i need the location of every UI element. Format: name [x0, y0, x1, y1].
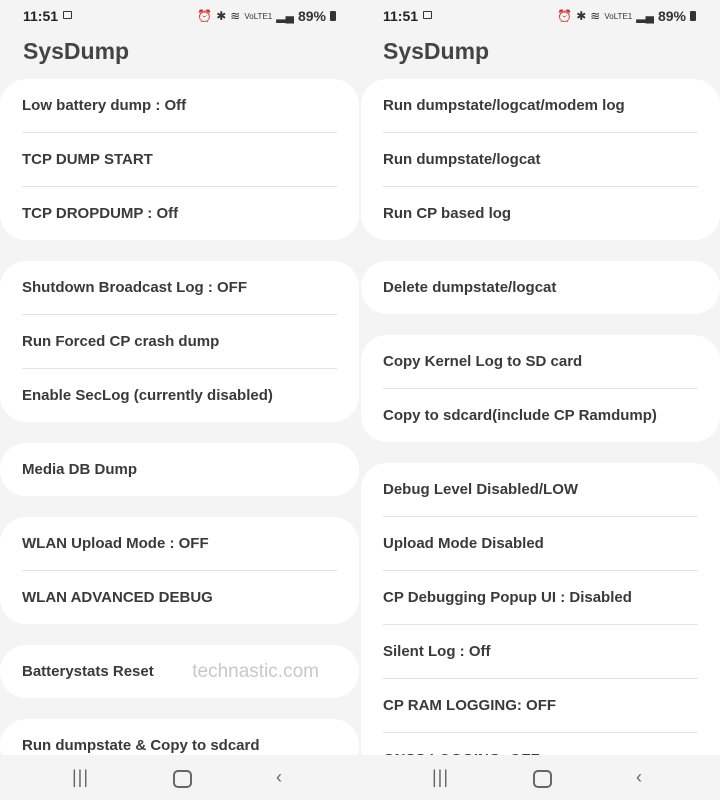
- gallery-notification-icon: [63, 11, 72, 19]
- alarm-icon: ⏰: [197, 9, 213, 23]
- volte-icon: VoLTE1: [244, 11, 273, 21]
- menu-item-label: Run CP based log: [383, 205, 512, 222]
- gallery-notification-icon: [423, 11, 432, 19]
- menu-item-label: Delete dumpstate/logcat: [383, 279, 557, 296]
- right-screen: [360, 0, 720, 800]
- navigation-bar: [0, 755, 360, 800]
- menu-item-label: Media DB Dump: [22, 461, 138, 478]
- status-bar: [0, 0, 360, 32]
- menu-item[interactable]: [383, 463, 698, 517]
- menu-item[interactable]: [22, 187, 337, 240]
- menu-item-label: Batterystats Reset: [22, 663, 154, 680]
- wifi-icon: ≋: [230, 9, 241, 23]
- menu-item-label: Run dumpstate & Copy to sdcard: [22, 737, 260, 754]
- menu-item-label: Debug Level Disabled/LOW: [383, 481, 579, 498]
- menu-item[interactable]: [383, 335, 698, 389]
- menu-item[interactable]: [22, 517, 337, 571]
- menu-item-label: Low battery dump : Off: [22, 97, 187, 114]
- battery-percent: 89%: [657, 8, 686, 24]
- volte-icon: VoLTE1: [604, 11, 633, 21]
- back-icon[interactable]: ‹: [636, 767, 642, 787]
- status-bar: [360, 0, 720, 32]
- menu-item[interactable]: [383, 389, 698, 442]
- menu-item-label: TCP DUMP START: [22, 151, 153, 168]
- signal-icon: ▂▄: [276, 9, 294, 23]
- alarm-icon: ⏰: [557, 9, 573, 23]
- recent-apps-icon[interactable]: |||: [432, 767, 450, 787]
- battery-icon: [690, 11, 696, 21]
- menu-item-label: Copy Kernel Log to SD card: [383, 353, 583, 370]
- menu-item[interactable]: [22, 79, 337, 133]
- menu-item-label: TCP DROPDUMP : Off: [22, 205, 179, 222]
- menu-item-label: Silent Log : Off: [383, 643, 491, 660]
- menu-item[interactable]: [383, 261, 698, 314]
- wifi-icon: ≋: [590, 9, 601, 23]
- menu-item[interactable]: [22, 443, 337, 496]
- menu-item-label: Shutdown Broadcast Log : OFF: [22, 279, 247, 296]
- menu-item-label: WLAN ADVANCED DEBUG: [22, 589, 213, 606]
- status-time: 11:51: [23, 8, 59, 24]
- menu-group-card: [361, 79, 720, 240]
- menu-group-card: [361, 463, 720, 786]
- signal-icon: ▂▄: [636, 9, 654, 23]
- back-icon[interactable]: ‹: [276, 767, 282, 787]
- navigation-bar: [360, 755, 720, 800]
- menu-item-label: Run Forced CP crash dump: [22, 333, 220, 350]
- menu-group-card: [0, 443, 359, 496]
- menu-item[interactable]: [383, 133, 698, 187]
- menu-item[interactable]: [22, 369, 337, 422]
- menu-group-card: [0, 79, 359, 240]
- home-icon[interactable]: [533, 770, 552, 788]
- battery-icon: [330, 11, 336, 21]
- menu-item[interactable]: [383, 625, 698, 679]
- bluetooth-icon: ✱: [216, 9, 227, 23]
- bluetooth-icon: ✱: [576, 9, 587, 23]
- menu-item[interactable]: [383, 187, 698, 240]
- menu-item-label: Copy to sdcard(include CP Ramdump): [383, 407, 657, 424]
- menu-item[interactable]: [22, 645, 337, 698]
- menu-group-card: [0, 261, 359, 422]
- menu-item[interactable]: [383, 571, 698, 625]
- menu-item-label: WLAN Upload Mode : OFF: [22, 535, 209, 552]
- menu-item-label: CP Debugging Popup UI : Disabled: [383, 589, 632, 606]
- menu-item[interactable]: [22, 571, 337, 624]
- menu-item[interactable]: [22, 261, 337, 315]
- menu-item-label: CP RAM LOGGING: OFF: [383, 697, 557, 714]
- menu-list[interactable]: [0, 79, 359, 755]
- menu-item-label: Enable SecLog (currently disabled): [22, 387, 273, 404]
- watermark: technastic.com: [192, 661, 319, 682]
- battery-percent: 89%: [297, 8, 326, 24]
- menu-item-label: Upload Mode Disabled: [383, 535, 544, 552]
- menu-item[interactable]: [383, 679, 698, 733]
- status-time: 11:51: [383, 8, 419, 24]
- home-icon[interactable]: [173, 770, 192, 788]
- menu-group-card: [361, 261, 720, 314]
- menu-item-label: Run dumpstate/logcat/modem log: [383, 97, 625, 114]
- menu-group-card: [361, 335, 720, 442]
- menu-item[interactable]: [22, 315, 337, 369]
- page-title: SysDump: [23, 38, 130, 64]
- menu-group-card: [0, 517, 359, 624]
- menu-item[interactable]: [22, 133, 337, 187]
- menu-item-label: Run dumpstate/logcat: [383, 151, 541, 168]
- menu-item[interactable]: [383, 517, 698, 571]
- recent-apps-icon[interactable]: |||: [72, 767, 90, 787]
- menu-list[interactable]: [361, 79, 720, 755]
- menu-item[interactable]: [383, 79, 698, 133]
- menu-group-card: [0, 645, 359, 698]
- page-title: SysDump: [383, 38, 490, 64]
